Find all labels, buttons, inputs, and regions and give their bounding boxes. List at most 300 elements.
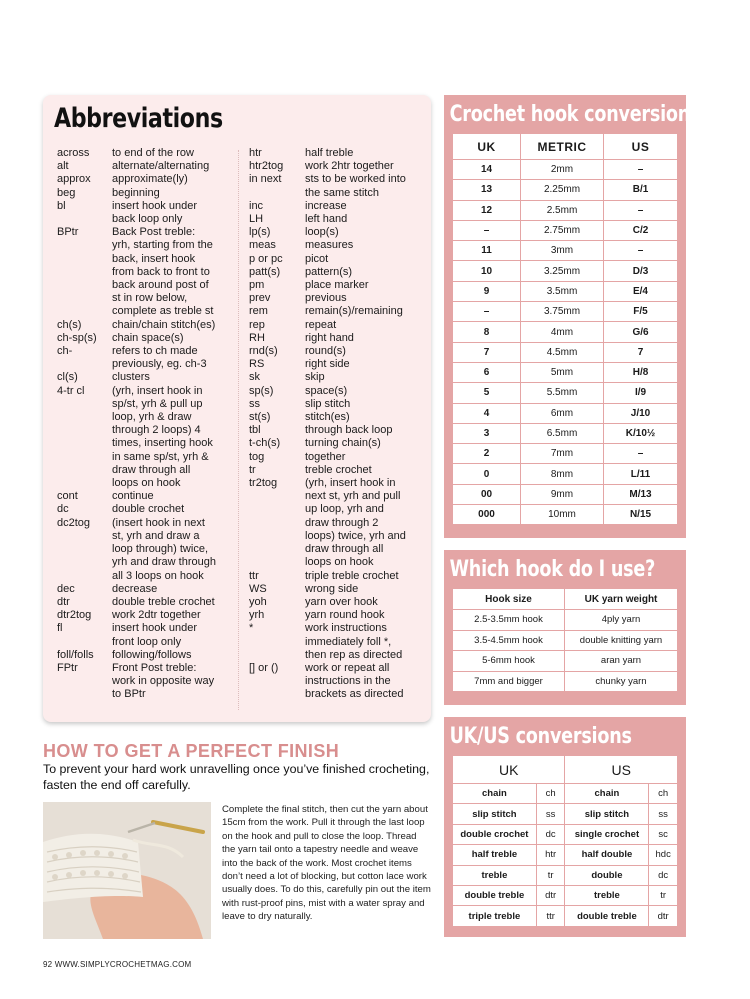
abbreviation-row (57, 266, 237, 279)
abbreviation-row (57, 305, 237, 318)
uk-abbr: ch (536, 784, 565, 804)
abbreviation-term (249, 543, 305, 556)
abbreviation-row (249, 332, 421, 345)
abbreviation-row (249, 147, 421, 160)
abbreviation-definition: (insert hook in next (112, 516, 205, 529)
hook-conversions-table (452, 133, 678, 525)
abbreviation-row (57, 688, 237, 701)
abbreviation-term: WS (249, 582, 267, 595)
abbreviation-row (249, 451, 421, 464)
uk-abbr: dtr (536, 885, 565, 905)
abbreviation-definition: Back Post treble: (112, 226, 196, 239)
abbreviation-definition: loops on hook (112, 477, 181, 490)
abbreviation-definition: to end of the row (112, 147, 194, 159)
abbreviation-term: tbl (249, 424, 261, 437)
uk-size: 00 (453, 484, 521, 504)
abbreviation-row (57, 173, 237, 186)
hook-row (453, 322, 678, 342)
header-yarn-weight: UK yarn weight (565, 589, 678, 610)
us-term: treble (565, 885, 649, 905)
abbreviations-title: Abbreviations (54, 103, 223, 134)
abbreviation-row (249, 675, 421, 688)
abbreviation-definition: repeat (305, 318, 337, 331)
us-size: K/10½ (604, 423, 678, 443)
abbreviation-term: dc2tog (57, 516, 91, 529)
abbreviation-definition: turning chain(s) (305, 437, 381, 450)
abbreviation-term: beg (57, 186, 76, 199)
uk-size: 7 (453, 342, 521, 362)
abbreviation-row (249, 503, 421, 516)
abbreviation-definition: round(s) (305, 345, 346, 358)
abbreviation-definition: from back to front to (112, 265, 210, 278)
abbreviation-term: meas (249, 239, 276, 252)
uk-size: 11 (453, 241, 521, 261)
us-abbr: ss (649, 804, 678, 824)
abbreviation-definition: left hand (305, 213, 348, 226)
abbreviation-definition: work in opposite way (112, 675, 215, 688)
uk-term: slip stitch (453, 804, 537, 824)
abbreviation-definition: Front Post treble: (112, 661, 197, 674)
header-us: US (604, 134, 678, 160)
uk-term: half treble (453, 845, 537, 865)
abbreviation-term: dtr (57, 595, 70, 608)
us-size: 7 (604, 342, 678, 362)
abbreviation-definition: increase (305, 199, 347, 212)
us-size: M/13 (604, 484, 678, 504)
uk-us-row (453, 885, 678, 905)
abbreviation-term: htr (249, 147, 262, 159)
abbreviation-row (57, 556, 237, 569)
us-size: H/8 (604, 362, 678, 382)
abbreviation-row (57, 451, 237, 464)
abbreviation-row (57, 147, 237, 160)
abbreviation-term (57, 451, 112, 464)
uk-size: 8 (453, 322, 521, 342)
us-term: single crochet (565, 824, 649, 844)
abbreviation-definition: pattern(s) (305, 265, 353, 278)
abbreviation-term (249, 649, 305, 662)
abbreviation-row (249, 517, 421, 530)
uk-us-row (453, 824, 678, 844)
abbreviation-definition: sp/st, yrh & pull up (112, 397, 203, 410)
hook-size: 5-6mm hook (453, 651, 565, 672)
us-term: double treble (565, 906, 649, 926)
abbreviation-term (57, 239, 112, 252)
abbreviation-term (249, 490, 305, 503)
uk-term: double crochet (453, 824, 537, 844)
abbreviation-definition: insert hook under (112, 622, 197, 635)
hook-row (453, 444, 678, 464)
us-abbr: hdc (649, 845, 678, 865)
uk-size: 9 (453, 281, 521, 301)
metric-size: 3mm (521, 241, 604, 261)
abbreviations-column-left (57, 147, 237, 702)
abbreviation-row (57, 292, 237, 305)
abbreviation-row (57, 490, 237, 503)
uk-term: triple treble (453, 906, 537, 926)
abbreviation-term: rnd(s) (249, 345, 278, 358)
abbreviation-definition: next st, yrh and pull (305, 490, 401, 503)
abbreviation-definition: sts to be worked into (305, 173, 406, 186)
abbreviation-definition: wrong side (305, 582, 359, 595)
abbreviation-term (249, 688, 305, 701)
hook-row (453, 261, 678, 281)
abbreviation-definition: chain space(s) (112, 331, 184, 344)
abbreviation-definition: draw through 2 (305, 516, 379, 529)
abbreviation-term: foll/folls (57, 648, 94, 661)
abbreviation-definition: in same sp/st, yrh & (112, 450, 209, 463)
abbreviation-row (57, 570, 237, 583)
abbreviation-definition: times, inserting hook (112, 437, 213, 450)
abbreviation-term: patt(s) (249, 265, 281, 278)
abbreviation-definition: approximate(ly) (112, 173, 188, 186)
abbreviation-definition: chain/chain stitch(es) (112, 318, 216, 331)
abbreviation-row (57, 530, 237, 543)
yarn-weight: 4ply yarn (565, 610, 678, 631)
abbreviation-definition: through 2 loops) 4 (112, 424, 201, 437)
abbreviation-term (57, 424, 112, 437)
us-term: double (565, 865, 649, 885)
which-hook-row (453, 610, 678, 631)
uk-us-row (453, 865, 678, 885)
abbreviation-term: rem (249, 305, 268, 318)
abbreviation-row (249, 319, 421, 332)
abbreviation-row (249, 596, 421, 609)
abbreviation-row (57, 477, 237, 490)
us-size: I/9 (604, 383, 678, 403)
abbreviation-row (249, 424, 421, 437)
hook-row (453, 505, 678, 525)
abbreviation-row (249, 411, 421, 424)
abbreviation-term: dec (57, 582, 75, 595)
finish-instructions: Complete the final stitch, then cut the yarn about 15cm from the work. Pull it through the last loop on the hook and pull to close the loop. Thread the yarn tail onto a tapestry needle and weave into the back of the work. Most crochet items don’t need a lot of blocking, but cotton lace work usually does. To do this, carefully pin out the item with rust-proof pins, mist with a water spray and leave to dry naturally. (222, 804, 431, 923)
abbreviation-term: sp(s) (249, 384, 274, 397)
abbreviation-definition: loop(s) (305, 226, 339, 239)
us-term: chain (565, 784, 649, 804)
uk-us-row (453, 845, 678, 865)
abbreviation-definition: yrh, starting from the (112, 239, 213, 252)
abbreviation-term: prev (249, 292, 271, 305)
header-us: US (565, 756, 678, 784)
abbreviation-definition: st, yrh and draw a (112, 529, 200, 542)
abbreviation-definition: back, insert hook (112, 252, 196, 265)
metric-size: 3.25mm (521, 261, 604, 281)
abbreviation-definition: half treble (305, 147, 354, 159)
uk-size: – (453, 302, 521, 322)
uk-size: 12 (453, 200, 521, 220)
abbreviation-definition: draw through all (112, 463, 191, 476)
hook-size: 7mm and bigger (453, 671, 565, 692)
abbreviation-term (57, 636, 112, 649)
abbreviation-term: p or pc (249, 252, 283, 265)
abbreviation-definition: work instructions (305, 622, 387, 635)
abbreviation-term: tr2tog (249, 477, 278, 490)
abbreviation-term: across (57, 147, 90, 159)
us-abbr: dc (649, 865, 678, 885)
abbreviation-row (249, 279, 421, 292)
abbreviation-definition: work 2dtr together (112, 609, 201, 622)
which-hook-panel (444, 550, 686, 705)
abbreviation-term (57, 305, 112, 318)
abbreviation-term: * (249, 622, 254, 635)
abbreviation-definition: yarn over hook (305, 595, 378, 608)
abbreviation-definition: alternate/alternating (112, 160, 210, 173)
abbreviation-term: ch-sp(s) (57, 331, 97, 344)
uk-term: chain (453, 784, 537, 804)
hook-row (453, 464, 678, 484)
abbreviation-definition: all 3 loops on hook (112, 569, 204, 582)
abbreviation-definition: (yrh, insert hook in (305, 477, 396, 490)
abbreviation-term: inc (249, 199, 264, 212)
uk-us-title: UK/US conversions (449, 724, 632, 749)
header-uk: UK (453, 134, 521, 160)
us-abbr: ch (649, 784, 678, 804)
abbreviation-term: alt (57, 160, 69, 173)
abbreviation-term (57, 398, 112, 411)
abbreviation-definition: previous (305, 292, 347, 305)
us-term: slip stitch (565, 804, 649, 824)
website-link: WWW.SIMPLYCROCHETMAG.COM (54, 960, 192, 969)
abbreviation-row (249, 477, 421, 490)
abbreviation-row (249, 305, 421, 318)
abbreviation-definition: draw through all (305, 543, 384, 556)
abbreviation-definition: work or repeat all (305, 661, 390, 674)
yarn-weight: aran yarn (565, 651, 678, 672)
metric-size: 10mm (521, 505, 604, 525)
metric-size: 3.5mm (521, 281, 604, 301)
us-term: half double (565, 845, 649, 865)
abbreviation-row (57, 398, 237, 411)
uk-size: 0 (453, 464, 521, 484)
abbreviation-term: FPtr (57, 661, 78, 674)
abbreviation-term (249, 636, 305, 649)
hook-row (453, 281, 678, 301)
abbreviation-row (57, 583, 237, 596)
us-size: L/11 (604, 464, 678, 484)
uk-size: 5 (453, 383, 521, 403)
abbreviation-term (249, 530, 305, 543)
abbreviation-term: [] or () (249, 661, 279, 674)
abbreviation-row (249, 187, 421, 200)
hook-row (453, 342, 678, 362)
abbreviation-term: ch(s) (57, 318, 82, 331)
abbreviation-term: approx (57, 173, 91, 186)
uk-size: 2 (453, 444, 521, 464)
metric-size: 8mm (521, 464, 604, 484)
metric-size: 5.5mm (521, 383, 604, 403)
abbreviation-term: rep (249, 318, 265, 331)
metric-size: 3.75mm (521, 302, 604, 322)
abbreviation-term: htr2tog (249, 160, 284, 173)
us-size: J/10 (604, 403, 678, 423)
abbreviation-term: dc (57, 503, 69, 516)
abbreviation-term (57, 675, 112, 688)
abbreviation-term (57, 477, 112, 490)
abbreviation-definition: yrh and draw through (112, 556, 216, 569)
which-hook-row (453, 630, 678, 651)
uk-us-table (452, 755, 678, 927)
abbreviation-term (57, 464, 112, 477)
abbreviation-definition: treble crochet (305, 463, 372, 476)
abbreviation-row (249, 570, 421, 583)
abbreviation-term: lp(s) (249, 226, 271, 239)
abbreviation-row (57, 411, 237, 424)
abbreviation-definition: immediately foll *, (305, 635, 392, 648)
abbreviation-term (249, 187, 305, 200)
abbreviation-row (57, 622, 237, 635)
header-metric: METRIC (521, 134, 604, 160)
abbreviation-row (57, 319, 237, 332)
hook-size: 2.5-3.5mm hook (453, 610, 565, 631)
abbreviation-row (57, 385, 237, 398)
abbreviation-term: RH (249, 331, 265, 344)
uk-us-row (453, 784, 678, 804)
metric-size: 6.5mm (521, 423, 604, 443)
abbreviation-definition: st in row below, (112, 292, 188, 305)
us-size: – (604, 200, 678, 220)
hook-row (453, 383, 678, 403)
finish-heading: HOW TO GET A PERFECT FINISH (43, 741, 340, 761)
us-abbr: dtr (649, 906, 678, 926)
abbreviation-row (249, 173, 421, 186)
uk-size: 10 (453, 261, 521, 281)
page-footer (43, 960, 191, 969)
abbreviation-row (57, 424, 237, 437)
abbreviation-definition: (yrh, insert hook in (112, 384, 203, 397)
abbreviation-definition: up loop, yrh and (305, 503, 384, 516)
abbreviation-row (249, 358, 421, 371)
abbreviation-row (57, 649, 237, 662)
abbreviation-term: pm (249, 279, 265, 292)
abbreviation-row (249, 292, 421, 305)
abbreviation-term (57, 530, 112, 543)
abbreviation-row (249, 345, 421, 358)
uk-size: 3 (453, 423, 521, 443)
abbreviation-row (57, 200, 237, 213)
uk-abbr: ss (536, 804, 565, 824)
us-size: E/4 (604, 281, 678, 301)
abbreviation-term: 4-tr cl (57, 384, 85, 397)
abbreviation-row (249, 200, 421, 213)
abbreviation-definition: following/follows (112, 648, 192, 661)
us-size: F/5 (604, 302, 678, 322)
hook-row (453, 362, 678, 382)
abbreviation-term (57, 570, 112, 583)
abbreviation-row (57, 371, 237, 384)
abbreviation-row (249, 556, 421, 569)
abbreviation-definition: loops on hook (305, 556, 374, 569)
metric-size: 2mm (521, 160, 604, 180)
abbreviation-row (57, 358, 237, 371)
abbreviation-definition: place marker (305, 279, 369, 292)
abbreviation-row (249, 213, 421, 226)
abbreviation-row (57, 345, 237, 358)
abbreviation-term: tr (249, 463, 256, 476)
abbreviation-term (57, 411, 112, 424)
hook-size: 3.5-4.5mm hook (453, 630, 565, 651)
abbreviation-term (57, 266, 112, 279)
abbreviation-row (57, 253, 237, 266)
metric-size: 6mm (521, 403, 604, 423)
abbreviation-definition: clusters (112, 371, 150, 384)
us-abbr: tr (649, 885, 678, 905)
abbreviation-row (57, 609, 237, 622)
abbreviation-row (57, 636, 237, 649)
abbreviation-row (57, 543, 237, 556)
hook-row (453, 220, 678, 240)
us-size: – (604, 160, 678, 180)
abbreviation-term (57, 543, 112, 556)
metric-size: 4.5mm (521, 342, 604, 362)
uk-size: 14 (453, 160, 521, 180)
abbreviation-definition: space(s) (305, 384, 348, 397)
abbreviation-term: st(s) (249, 411, 271, 424)
abbreviation-term: ttr (249, 569, 259, 582)
abbreviation-definition: loops) twice, yrh and (305, 529, 406, 542)
abbreviation-term: sk (249, 371, 260, 384)
abbreviation-row (57, 675, 237, 688)
abbreviation-term (249, 503, 305, 516)
metric-size: 2.75mm (521, 220, 604, 240)
abbreviation-row (57, 662, 237, 675)
metric-size: 4mm (521, 322, 604, 342)
abbreviation-row (249, 437, 421, 450)
hook-conversions-title: Crochet hook conversions (449, 102, 701, 127)
abbreviations-panel (43, 95, 431, 722)
uk-us-row (453, 906, 678, 926)
us-size: D/3 (604, 261, 678, 281)
abbreviation-term (249, 556, 305, 569)
abbreviation-definition: slip stitch (305, 397, 351, 410)
metric-size: 2.25mm (521, 180, 604, 200)
hook-row (453, 241, 678, 261)
abbreviation-term: RS (249, 358, 265, 371)
column-divider (238, 150, 239, 710)
abbreviation-row (249, 622, 421, 635)
abbreviation-row (57, 596, 237, 609)
hook-conversions-panel (444, 95, 701, 538)
abbreviation-term: ss (249, 397, 260, 410)
abbreviation-row (249, 371, 421, 384)
uk-size: 13 (453, 180, 521, 200)
uk-abbr: htr (536, 845, 565, 865)
uk-term: treble (453, 865, 537, 885)
abbreviation-definition: right side (305, 358, 350, 371)
which-hook-table (452, 588, 678, 692)
abbreviation-term (57, 437, 112, 450)
abbreviation-definition: through back loop (305, 424, 393, 437)
abbreviation-term: dtr2tog (57, 609, 92, 622)
abbreviation-row (249, 160, 421, 173)
abbreviation-definition: yarn round hook (305, 609, 385, 622)
uk-size: – (453, 220, 521, 240)
abbreviation-row (57, 437, 237, 450)
abbreviation-definition: loop, yrh & draw (112, 411, 192, 424)
abbreviation-definition: right hand (305, 331, 354, 344)
uk-abbr: tr (536, 865, 565, 885)
metric-size: 7mm (521, 444, 604, 464)
abbreviation-row (249, 398, 421, 411)
abbreviation-definition: complete as treble st (112, 305, 214, 318)
abbreviation-definition: triple treble crochet (305, 569, 399, 582)
abbreviation-definition: double crochet (112, 503, 185, 516)
abbreviation-term (249, 517, 305, 530)
abbreviation-row (249, 253, 421, 266)
uk-size: 6 (453, 362, 521, 382)
abbreviation-definition: loop through) twice, (112, 543, 208, 556)
abbreviation-row (57, 160, 237, 173)
abbreviation-definition: continue (112, 490, 154, 503)
